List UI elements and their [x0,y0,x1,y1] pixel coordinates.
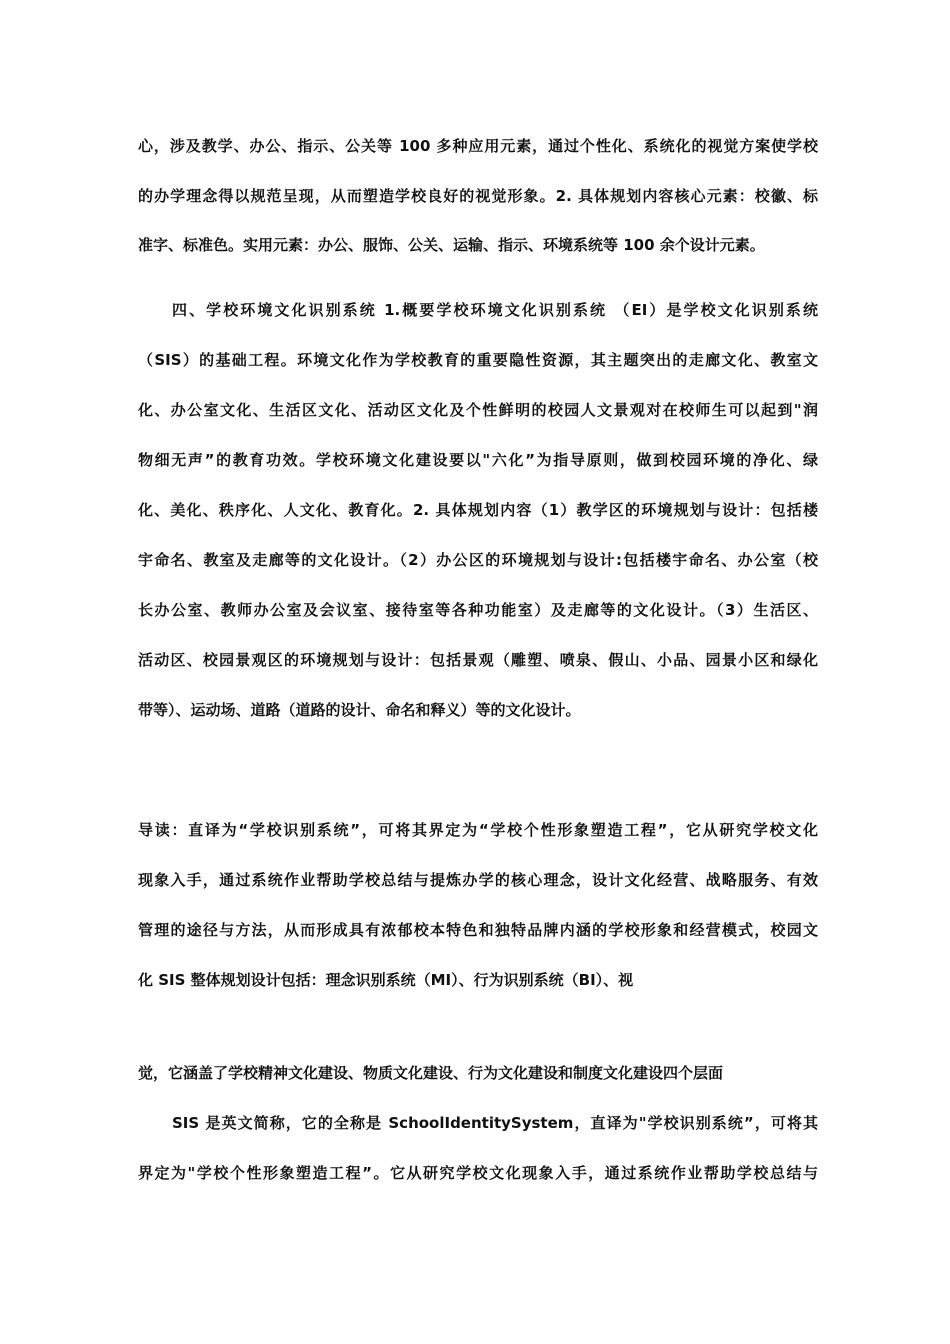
text-line: 化、美化、秩序化、人文化、教育化。2. 具体规划内容（1）教学区的环境规划与设计：包括楼 [138,501,818,519]
text-line: SIS 是英文简称，它的全称是 SchoolIdentitySystem，直译为"学校识别系统”，可将其 [172,1114,818,1132]
text-line: 化、办公室文化、生活区文化、活动区文化及个性鲜明的校园人文景观对在校师生可以起到"润 [138,401,818,419]
text-line: 四、学校环境文化识别系统 1.概要学校环境文化识别系统 （EI）是学校文化识别系统 [172,301,818,319]
text-line: 带等）、运动场、道路（道路的设计、命名和释义）等的文化设计。 [138,701,581,719]
text-line: 心，涉及教学、办公、指示、公关等 100 多种应用元素，通过个性化、系统化的视觉方案使学校 [138,137,818,155]
text-line: 化 SIS 整体规划设计包括：理念识别系统（MI）、行为识别系统（BI）、视 [138,971,634,989]
text-line: 导读：直译为“学校识别系统”，可将其界定为“学校个性形象塑造工程”，它从研究学校文化 [138,821,818,839]
text-line: 现象入手，通过系统作业帮助学校总结与提炼办学的核心理念，设计文化经营、战略服务、有效 [138,871,818,889]
text-line: 管理的途径与方法，从而形成具有浓郁校本特色和独特品牌内涵的学校形象和经营模式，校园文 [138,921,818,939]
text-line: （SIS）的基础工程。环境文化作为学校教育的重要隐性资源，其主题突出的走廊文化、教室文 [138,351,818,369]
text-line: 界定为"学校个性形象塑造工程”。它从研究学校文化现象入手，通过系统作业帮助学校总结与 [138,1164,818,1182]
text-line: 物细无声”的教育功效。学校环境文化建设要以"六化”为指导原则，做到校园环境的净化、绿 [138,451,818,469]
text-line: 宇命名、教室及走廊等的文化设计。（2）办公区的环境规划与设计:包括楼宇命名、办公室（校 [138,551,818,569]
text-line: 准字、标准色。实用元素：办公、服饰、公关、运输、指示、环境系统等 100 余个设计元素。 [138,236,765,254]
text-line: 觉，它涵盖了学校精神文化建设、物质文化建设、行为文化建设和制度文化建设四个层面 [138,1064,724,1082]
text-line: 活动区、校园景观区的环境规划与设计：包括景观（雕塑、喷泉、假山、小品、园景小区和绿化 [138,651,818,669]
text-line: 长办公室、教师办公室及会议室、接待室等各种功能室）及走廊等的文化设计。（3）生活区、 [138,601,818,619]
text-line: 的办学理念得以规范呈现，从而塑造学校良好的视觉形象。2. 具体规划内容核心元素：校徽、标 [138,187,818,205]
